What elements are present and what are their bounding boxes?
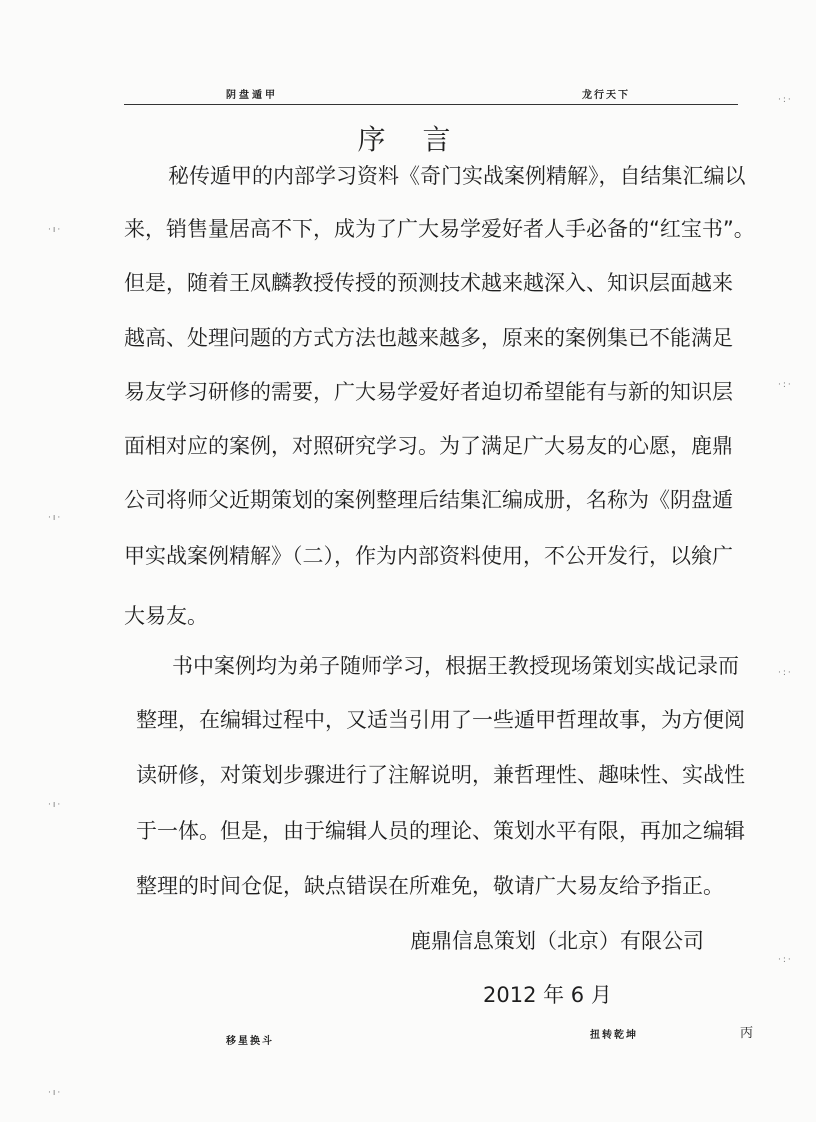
- paragraph-1-line-2: 来，销售量居高不下，成为了广大易学爱好者人手必备的“红宝书”。: [124, 217, 755, 241]
- scan-speck: ·:·: [778, 668, 793, 678]
- paragraph-2-line-5: 整理的时间仓促，缺点错误在所难免，敬请广大易友给予指正。: [136, 874, 724, 898]
- paragraph-1-line-5: 易友学习研修的需要，广大易学爱好者迫切希望能有与新的知识层: [124, 380, 733, 404]
- paragraph-1-line-1: 秘传遁甲的内部学习资料《奇门实战案例精解》，自结集汇编以: [168, 164, 746, 188]
- signature: 鹿鼎信息策划（北京）有限公司: [410, 929, 704, 953]
- scan-speck: ·ı·: [48, 513, 63, 523]
- scan-speck: ·:·: [778, 380, 793, 390]
- header-rule: [124, 104, 738, 105]
- footer-left-text: 移星换斗: [226, 1036, 274, 1047]
- paragraph-1-line-3: 但是，随着王凤麟教授传授的预测技术越来越深入、知识层面越来: [124, 271, 733, 295]
- header-right-text: 龙行天下: [582, 90, 630, 101]
- paragraph-2-line-3: 读研修，对策划步骤进行了注解说明，兼哲理性、趣味性、实战性: [136, 763, 745, 787]
- scan-speck: ·ı·: [48, 225, 63, 235]
- paragraph-1-line-4: 越高、处理问题的方式方法也越来越多，原来的案例集已不能满足: [124, 326, 733, 350]
- date: 2012 年 6 月: [483, 983, 612, 1007]
- header-left-text: 阴盘遁甲: [226, 90, 278, 101]
- scan-speck: ·:·: [778, 955, 793, 965]
- footer-right-text: 扭转乾坤: [590, 1030, 638, 1041]
- paragraph-2-line-4: 于一体。但是，由于编辑人员的理论、策划水平有限，再加之编辑: [136, 819, 745, 843]
- paragraph-1-line-6: 面相对应的案例，对照研究学习。为了满足广大易友的心愿，鹿鼎: [124, 434, 733, 458]
- scan-speck: ·:·: [778, 95, 793, 105]
- scan-speck: ·ı·: [48, 800, 63, 810]
- paragraph-1-line-7: 公司将师父近期策划的案例整理后结集汇编成册，名称为《阴盘遁: [124, 488, 733, 512]
- paragraph-1-line-9: 大易友。: [124, 604, 208, 628]
- paragraph-2-line-2: 整理，在编辑过程中，又适当引用了一些遁甲哲理故事，为方便阅: [136, 708, 745, 732]
- paragraph-2-line-1: 书中案例均为弟子随师学习，根据王教授现场策划实战记录而: [172, 654, 739, 678]
- page-title: 序 言: [357, 123, 465, 156]
- paragraph-1-line-8: 甲实战案例精解》（二），作为内部资料使用，不公开发行，以飨广: [124, 544, 733, 568]
- page-number: 丙: [740, 1026, 754, 1041]
- scan-speck: ·ı·: [48, 1088, 63, 1098]
